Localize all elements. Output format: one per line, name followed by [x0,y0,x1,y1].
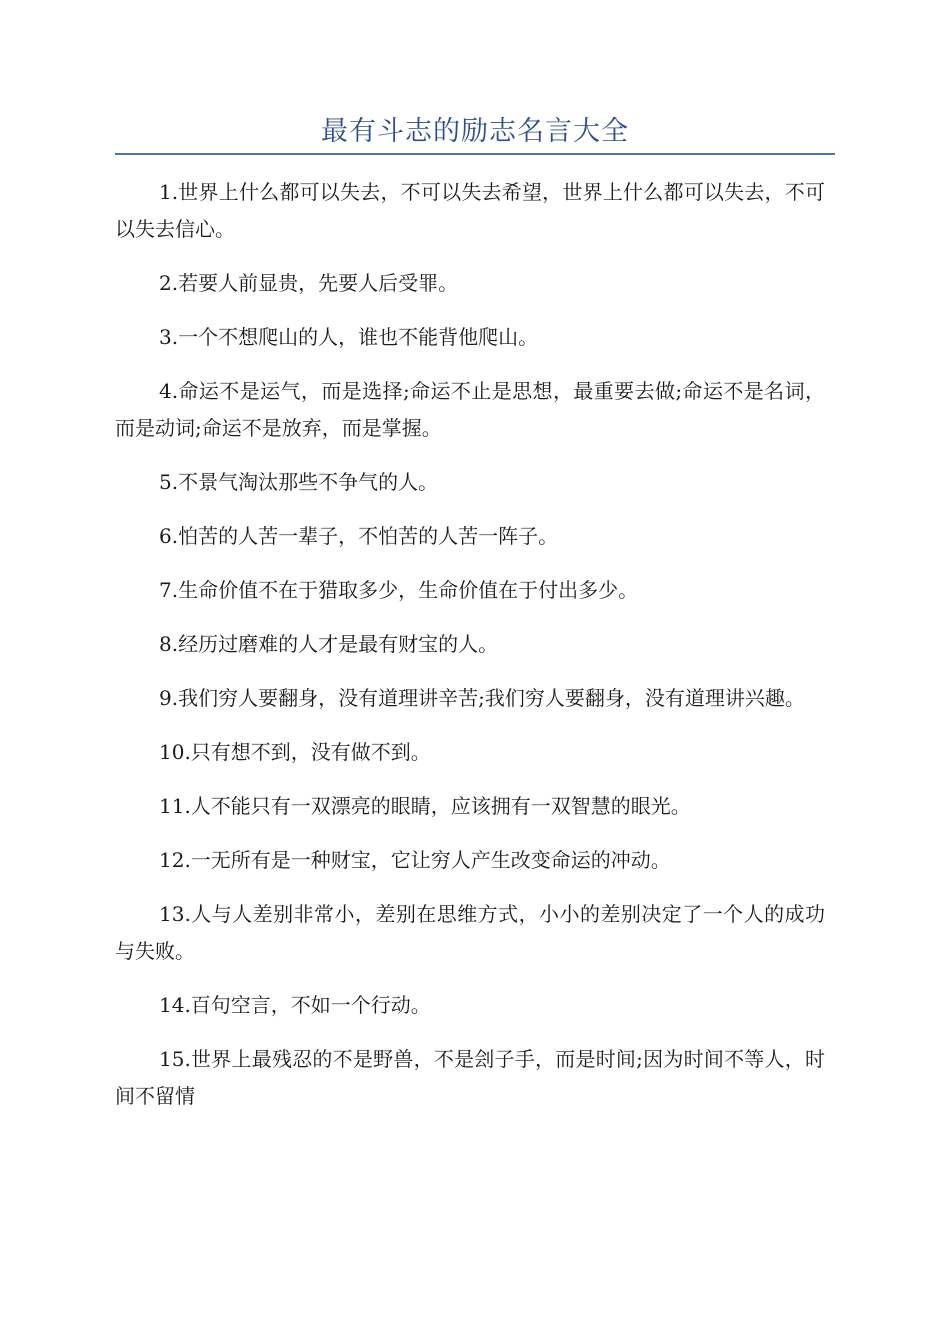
quote-item: 3.一个不想爬山的人，谁也不能背他爬山。 [159,325,539,349]
page-title: 最有斗志的励志名言大全 [321,116,629,147]
quote-item: 15.世界上最残忍的不是野兽，不是刽子手，而是时间;因为时间不等人，时间不留情 [115,1047,825,1108]
quote-item: 8.经历过磨难的人才是最有财宝的人。 [159,632,499,656]
quote-item: 2.若要人前显贵，先要人后受罪。 [159,271,459,295]
quote-item: 4.命运不是运气，而是选择;命运不止是思想，最重要去做;命运不是名词，而是动词;命运不是放弃，而是掌握。 [115,379,825,440]
quote-item: 7.生命价值不在于猎取多少，生命价值在于付出多少。 [159,578,639,602]
quote-item: 11.人不能只有一双漂亮的眼睛，应该拥有一双智慧的眼光。 [159,794,691,818]
quote-item: 6.怕苦的人苦一辈子，不怕苦的人苦一阵子。 [159,524,559,548]
quote-item: 9.我们穷人要翻身，没有道理讲辛苦;我们穷人要翻身，没有道理讲兴趣。 [159,686,805,710]
title-underline [115,153,835,155]
quote-item: 12.一无所有是一种财宝，它让穷人产生改变命运的冲动。 [159,848,671,872]
quote-item: 1.世界上什么都可以失去，不可以失去希望，世界上什么都可以失去，不可以失去信心。 [115,180,825,241]
quote-item: 13.人与人差别非常小，差别在思维方式，小小的差别决定了一个人的成功与失败。 [115,902,825,963]
quote-item: 5.不景气淘汰那些不争气的人。 [159,470,439,494]
quote-item: 14.百句空言，不如一个行动。 [159,993,431,1017]
quote-item: 10.只有想不到，没有做不到。 [159,740,431,764]
quote-list [115,174,825,1132]
